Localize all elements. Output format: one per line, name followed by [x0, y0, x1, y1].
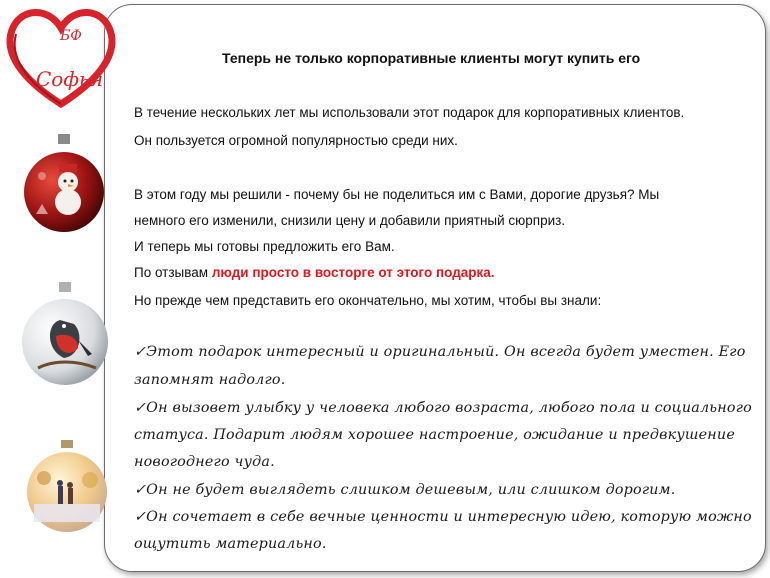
page-title: Теперь не только корпоративные клиенты могут купить его [222, 50, 641, 66]
paragraph-line: В этом году мы решили - почему бы не поделиться им с Вами, дорогие друзья? Мы [134, 187, 660, 202]
paragraph-line: В течение нескольких лет мы использовали этот подарок для корпоративных клиентов. [134, 105, 685, 120]
bullet-line: запомнят надолго. [134, 372, 286, 388]
bullfinch-ornament-icon [20, 280, 110, 392]
paragraph-line: И теперь мы готовы предложить его Вам. [134, 239, 395, 254]
logo-brand-text: Софья [36, 67, 104, 91]
winter-scene-ornament-icon [24, 438, 110, 536]
intro-line: Но прежде чем представить его окончательно, мы хотим, чтобы вы знали: [134, 293, 602, 308]
bullet-line: ✓Он не будет выглядеть слишком дешевым, или слишком дорогим. [134, 482, 676, 498]
bullet-line: ощутить материально. [134, 536, 327, 552]
bullet-line: ✓Он сочетает в себе вечные ценности и интересную идею, которую можно [134, 509, 752, 525]
feedback-highlight: люди просто в восторге от этого подарка. [211, 265, 495, 280]
bullet-line: статуса. Подарит людям хорошее настроение, ожидание и предвкушение [134, 427, 735, 443]
logo-mark-text: БФ [60, 28, 82, 44]
snowman-ornament-icon [22, 132, 106, 240]
paragraph-line: Он пользуется огромной популярностью среди них. [134, 133, 458, 148]
bullet-line: ✓Он вызовет улыбку у человека любого возраста, любого пола и социального [134, 400, 752, 416]
feedback-prefix: По отзывам [134, 265, 212, 280]
logo-heart-icon [2, 0, 120, 118]
bullet-line: ✓Этот подарок интересный и оригинальный. Он всегда будет уместен. Его [134, 344, 746, 360]
feedback-line [134, 265, 495, 280]
paragraph-line: немного его изменили, снизили цену и добавили приятный сюрприз. [134, 213, 566, 228]
bullet-line: новогоднего чуда. [134, 454, 275, 470]
